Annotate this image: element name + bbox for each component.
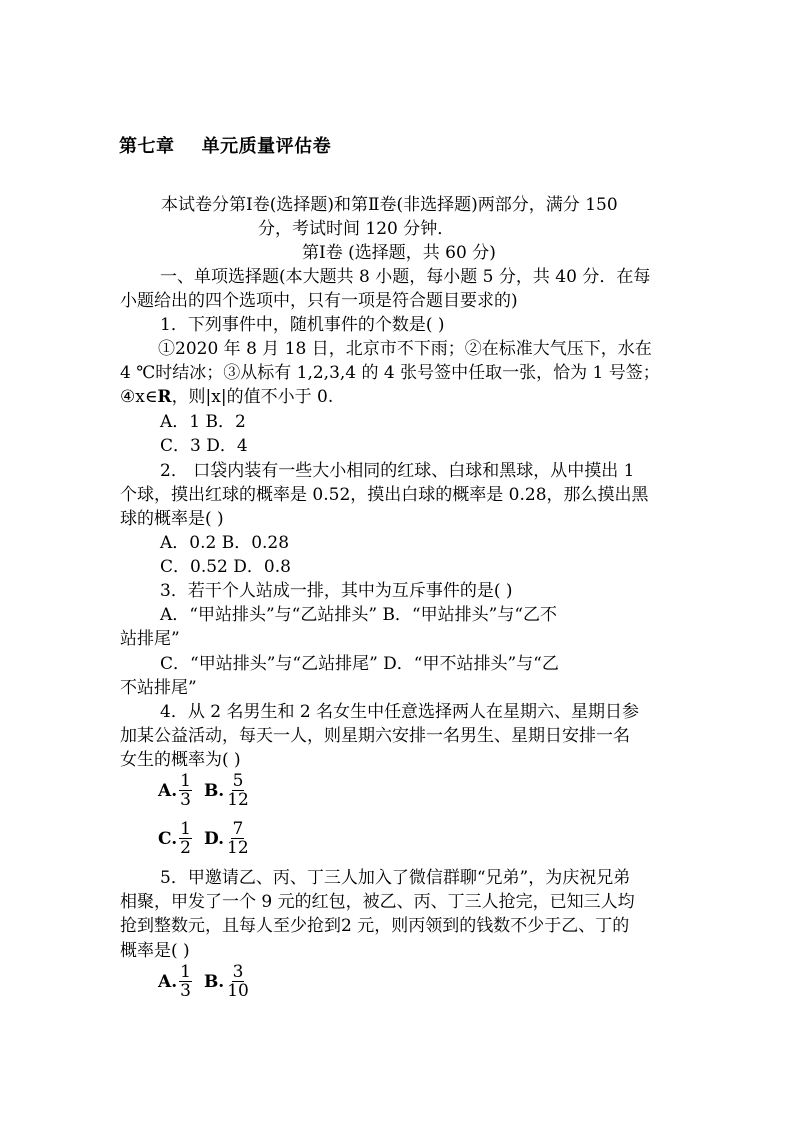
q1-line-3-part-a: ④x∈: [120, 387, 158, 407]
q4-option-a-denominator: 3: [180, 790, 191, 810]
q2-line-3: 球的概率是( ): [120, 509, 224, 529]
q5-option-b-numerator: 3: [232, 962, 244, 982]
q4-option-a-numerator: 1: [180, 771, 191, 791]
q5-option-b-label: B.: [203, 971, 225, 992]
q4-option-d-fraction: [226, 820, 250, 857]
q1-line-3-part-c: ，则|x|的值不小于 0.: [171, 387, 334, 407]
page-title: 第七章 单元质量评估卷: [119, 136, 332, 157]
part1-line-1: 一、单项选择题(本大题共 8 小题，每小题 5 分，共 40 分．在每: [160, 267, 651, 287]
q4-line-2: 加某公益活动，每天一人，则星期六安排一名男生、星期日安排一名: [120, 726, 630, 746]
q3-line-1: A．“甲站排头”与“乙站排头” B．“甲站排头”与“乙不: [160, 605, 558, 625]
part1-line-2: 小题给出的四个选项中，只有一项是符合题目要求的): [120, 291, 518, 311]
q5-line-2: 相聚，甲发了一个 9 元的红包，被乙、丙、丁三人抢完，已知三人均: [120, 892, 635, 912]
q1-options-cd: C．3 D．4: [160, 436, 248, 456]
intro-line-1: 本试卷分第Ⅰ卷(选择题)和第Ⅱ卷(非选择题)两部分，满分 150: [161, 195, 618, 215]
q1-line-3: [120, 385, 333, 409]
q5-option-b-denominator: 10: [227, 981, 249, 1001]
q5-option-b-fraction: [226, 963, 250, 1000]
q2-options-ab: A．0.2 B．0.28: [160, 533, 290, 553]
q4-option-a-fraction: [179, 772, 192, 809]
q5-option-a-label: A.: [158, 971, 178, 992]
q4-option-d-label: D.: [203, 828, 225, 849]
q3-line-4: 不站排尾”: [120, 678, 197, 698]
q4-option-c-label: C.: [158, 828, 178, 849]
q4-option-c-denominator: 2: [180, 838, 191, 858]
section-heading: 第Ⅰ卷 (选择题，共 60 分): [302, 243, 496, 263]
q3-line-3: C．“甲站排头”与“乙站排尾” D．“甲不站排头”与“乙: [160, 654, 559, 674]
q4-options-ab: [158, 772, 252, 809]
q4-line-1: 4．从 2 名男生和 2 名女生中任意选择两人在星期六、星期日参: [160, 702, 640, 722]
q4-option-d-numerator: 7: [232, 819, 244, 839]
q4-options-cd: [158, 820, 252, 857]
q5-line-1: 5．甲邀请乙、丙、丁三人加入了微信群聊“兄弟”，为庆祝兄弟: [160, 868, 631, 888]
q5-line-3: 抢到整数元，且每人至少抢到2 元，则丙领到的钱数不少于乙、丁的: [120, 916, 630, 936]
q2-line-1: 2． 口袋内装有一些大小相同的红球、白球和黑球，从中摸出 1: [160, 461, 635, 481]
intro-line-2: 分，考试时间 120 分钟．: [258, 219, 455, 239]
q5-line-4: 概率是( ): [120, 941, 190, 961]
q3-stem: 3．若干个人站成一排，其中为互斥事件的是( ): [160, 581, 513, 601]
q3-line-2: 站排尾”: [120, 629, 180, 649]
q4-option-a-label: A.: [158, 780, 178, 801]
q1-stem: 1．下列事件中，随机事件的个数是( ): [160, 315, 445, 335]
q4-option-b-numerator: 5: [232, 771, 244, 791]
q1-line-1: ①2020 年 8 月 18 日，北京市不下雨；②在标准大气压下，水在: [158, 339, 652, 359]
q4-option-c-fraction: [179, 820, 192, 857]
q5-option-a-fraction: [179, 963, 192, 1000]
q2-line-2: 个球，摸出红球的概率是 0.52，摸出白球的概率是 0.28，那么摸出黑: [120, 485, 649, 505]
q4-line-3: 女生的概率为( ): [120, 750, 241, 770]
q1-line-2: 4 ℃时结冰；③从标有 1,2,3,4 的 4 张号签中任取一张，恰为 1 号签；: [120, 363, 660, 383]
q4-option-b-fraction: [226, 772, 250, 809]
q5-option-a-denominator: 3: [180, 981, 191, 1001]
q1-line-3-real-set: R: [157, 387, 172, 407]
q4-option-b-label: B.: [203, 780, 225, 801]
q2-options-cd: C．0.52 D．0.8: [160, 557, 291, 577]
q5-option-a-numerator: 1: [180, 962, 191, 982]
q4-option-d-denominator: 12: [227, 838, 249, 858]
q5-options-ab: [158, 963, 252, 1000]
q1-options-ab: A．1 B．2: [160, 412, 246, 432]
q4-option-c-numerator: 1: [180, 819, 191, 839]
q4-option-b-denominator: 12: [227, 790, 249, 810]
